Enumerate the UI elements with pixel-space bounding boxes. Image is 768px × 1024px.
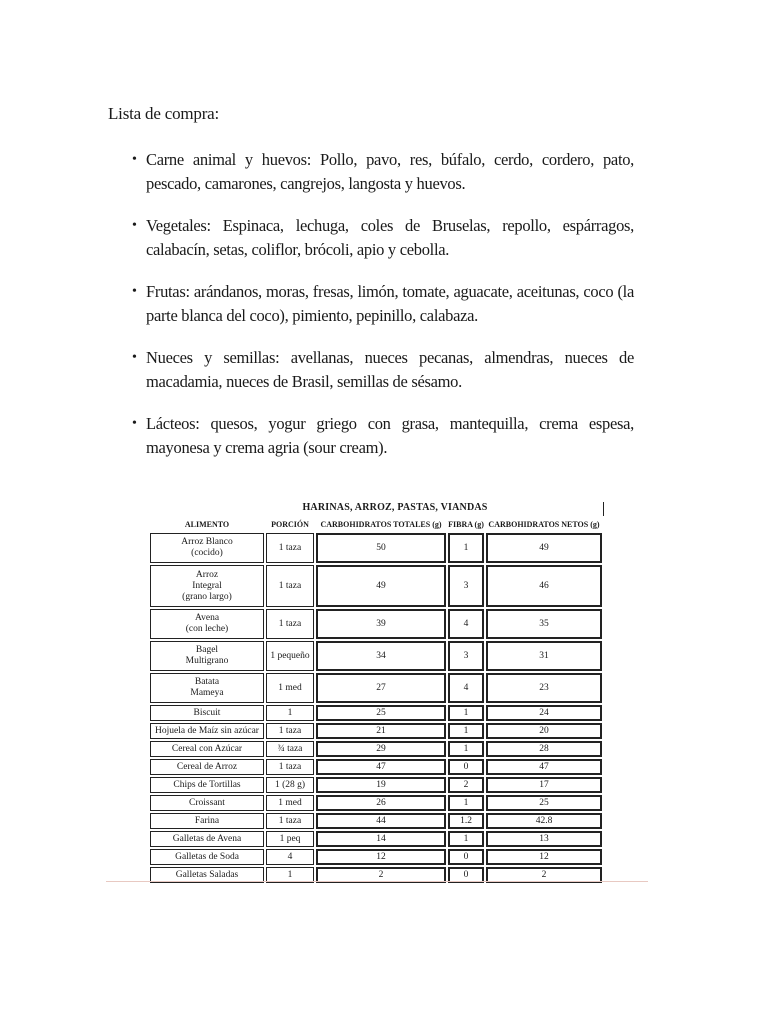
cell-net-carbs: 35 xyxy=(486,609,602,639)
table-row xyxy=(150,777,602,793)
cell-portion: 1 peq xyxy=(266,831,314,847)
cell-fiber: 1 xyxy=(448,705,484,721)
food-name-line: Hojuela de Maíz sin azúcar xyxy=(155,725,259,736)
table-row xyxy=(150,759,602,775)
cell-net-carbs: 17 xyxy=(486,777,602,793)
column-header: FIBRA (g) xyxy=(448,520,484,529)
cell-total-carbs: 49 xyxy=(316,565,446,607)
cell-net-carbs: 13 xyxy=(486,831,602,847)
cell-net-carbs: 25 xyxy=(486,795,602,811)
table-row xyxy=(150,533,602,563)
cell-net-carbs: 20 xyxy=(486,723,602,739)
table-row xyxy=(150,813,602,829)
table-row xyxy=(150,831,602,847)
title-divider xyxy=(603,502,604,516)
food-name-line: Cereal con Azúcar xyxy=(171,743,243,754)
cell-portion: 1 taza xyxy=(266,609,314,639)
food-name-line: Galletas de Soda xyxy=(175,851,239,862)
carbs-table xyxy=(148,516,604,885)
cell-net-carbs: 28 xyxy=(486,741,602,757)
cell-fiber: 0 xyxy=(448,849,484,865)
cell-fiber: 3 xyxy=(448,641,484,671)
cell-food xyxy=(150,741,264,757)
cell-portion: 1 taza xyxy=(266,723,314,739)
cell-food xyxy=(150,673,264,703)
shopping-list-heading: Lista de compra: xyxy=(108,104,220,123)
cell-total-carbs: 26 xyxy=(316,795,446,811)
bullet-icon: • xyxy=(132,218,137,233)
food-name-line: Croissant xyxy=(189,797,225,808)
food-name-line: Integral xyxy=(192,580,222,591)
cell-fiber: 4 xyxy=(448,673,484,703)
cell-fiber: 1 xyxy=(448,723,484,739)
list-item: • Carne animal y huevos: Pollo, pavo, res, búfalo, cerdo, cordero, pato, pescado, camarones, cangrejos, langosta y huevos. xyxy=(132,150,634,193)
food-name-line: (cocido) xyxy=(191,548,223,558)
column-header: CARBOHIDRATOS NETOS (g) xyxy=(488,520,600,529)
cell-fiber: 1 xyxy=(448,533,484,563)
cell-food xyxy=(150,759,264,775)
table-row xyxy=(150,565,602,607)
cell-food xyxy=(150,641,264,671)
list-item: • Lácteos: quesos, yogur griego con grasa, mantequilla, crema espesa, mayonesa y crema agria (sour cream). xyxy=(132,414,634,457)
cell-fiber: 0 xyxy=(448,759,484,775)
list-item: • Frutas: arándanos, moras, fresas, limón, tomate, aguacate, aceitunas, coco (la parte blanca del coco), pimiento, pepinillo, calabaza. xyxy=(132,282,634,325)
cell-total-carbs: 14 xyxy=(316,831,446,847)
cell-total-carbs: 27 xyxy=(316,673,446,703)
cell-fiber: 4 xyxy=(448,609,484,639)
cell-portion: 1 xyxy=(266,867,314,883)
cell-total-carbs: 47 xyxy=(316,759,446,775)
column-header: PORCIÓN xyxy=(271,520,309,529)
food-name-line: Galletas Saladas xyxy=(175,869,239,880)
cell-fiber: 3 xyxy=(448,565,484,607)
food-name-line: Galletas de Avena xyxy=(172,833,242,844)
bullet-icon: • xyxy=(132,416,137,431)
cell-fiber: 2 xyxy=(448,777,484,793)
column-header: CARBOHIDRATOS TOTALES (g) xyxy=(320,520,442,529)
cell-food xyxy=(150,849,264,865)
food-name-line: Chips de Tortillas xyxy=(173,779,241,790)
food-name-line: Biscuit xyxy=(193,707,221,718)
cell-food xyxy=(150,565,264,607)
cell-total-carbs: 19 xyxy=(316,777,446,793)
table-row xyxy=(150,723,602,739)
food-name-line: Farina xyxy=(194,815,220,826)
cell-portion: 1 taza xyxy=(266,565,314,607)
cell-total-carbs: 50 xyxy=(316,533,446,563)
bullet-icon: • xyxy=(132,284,137,299)
list-item: • Vegetales: Espinaca, lechuga, coles de Bruselas, repollo, espárragos, calabacín, setas, coliflor, brócoli, apio y cebolla. xyxy=(132,216,634,259)
table-title: HARINAS, ARROZ, PASTAS, VIANDAS xyxy=(302,502,488,513)
cell-portion: 1 taza xyxy=(266,813,314,829)
table-row xyxy=(150,673,602,703)
cell-total-carbs: 44 xyxy=(316,813,446,829)
food-name-line: Mameya xyxy=(190,688,224,698)
cell-net-carbs: 46 xyxy=(486,565,602,607)
cell-portion: 1 pequeño xyxy=(266,641,314,671)
food-name-line: Cereal de Arroz xyxy=(176,761,238,772)
cell-net-carbs: 12 xyxy=(486,849,602,865)
cell-food xyxy=(150,609,264,639)
carbs-table-section xyxy=(148,500,602,885)
cell-food xyxy=(150,795,264,811)
cell-fiber: 1.2 xyxy=(448,813,484,829)
cell-total-carbs: 39 xyxy=(316,609,446,639)
cell-food xyxy=(150,533,264,563)
cell-net-carbs: 47 xyxy=(486,759,602,775)
cell-food xyxy=(150,705,264,721)
cell-portion: 1 taza xyxy=(266,759,314,775)
cell-net-carbs: 23 xyxy=(486,673,602,703)
cell-net-carbs: 49 xyxy=(486,533,602,563)
table-row xyxy=(150,741,602,757)
cell-portion: 1 taza xyxy=(266,533,314,563)
cell-portion: 1 med xyxy=(266,673,314,703)
cell-net-carbs: 2 xyxy=(486,867,602,883)
table-body xyxy=(150,533,602,883)
cell-total-carbs: 34 xyxy=(316,641,446,671)
table-row xyxy=(150,609,602,639)
cell-total-carbs: 12 xyxy=(316,849,446,865)
cell-total-carbs: 2 xyxy=(316,867,446,883)
cell-total-carbs: 29 xyxy=(316,741,446,757)
cell-fiber: 1 xyxy=(448,795,484,811)
food-name-line: Arroz xyxy=(195,569,219,580)
cell-portion: 4 xyxy=(266,849,314,865)
food-name-line: Bagel xyxy=(195,645,219,655)
table-row xyxy=(150,705,602,721)
cell-portion: 1 (28 g) xyxy=(266,777,314,793)
cell-net-carbs: 42.8 xyxy=(486,813,602,829)
list-item: • Nueces y semillas: avellanas, nueces pecanas, almendras, nueces de macadamia, nueces de Brasil, semillas de sésamo. xyxy=(132,348,634,391)
shopping-list xyxy=(132,148,634,478)
food-name-line: Multigrano xyxy=(185,656,229,666)
cell-net-carbs: 31 xyxy=(486,641,602,671)
food-name-line: (con leche) xyxy=(185,624,229,634)
food-name-line: Avena xyxy=(194,613,220,623)
cell-net-carbs: 24 xyxy=(486,705,602,721)
cell-portion: 1 xyxy=(266,705,314,721)
table-row xyxy=(150,849,602,865)
cell-total-carbs: 21 xyxy=(316,723,446,739)
food-name-line: Batata xyxy=(194,677,220,687)
food-name-line: Arroz Blanco xyxy=(181,537,233,547)
table-row xyxy=(150,641,602,671)
column-header: ALIMENTO xyxy=(184,520,230,529)
cell-food xyxy=(150,813,264,829)
table-header-row xyxy=(150,518,602,531)
bullet-icon: • xyxy=(132,152,137,167)
cell-food xyxy=(150,723,264,739)
food-name-line: (grano largo) xyxy=(182,591,232,602)
cell-total-carbs: 25 xyxy=(316,705,446,721)
cell-food xyxy=(150,831,264,847)
cell-fiber: 1 xyxy=(448,741,484,757)
cell-fiber: 1 xyxy=(448,831,484,847)
page-divider xyxy=(106,881,648,882)
bullet-icon: • xyxy=(132,350,137,365)
table-row xyxy=(150,795,602,811)
cell-food xyxy=(150,777,264,793)
cell-portion: 1 med xyxy=(266,795,314,811)
cell-fiber: 0 xyxy=(448,867,484,883)
cell-portion: ¾ taza xyxy=(266,741,314,757)
